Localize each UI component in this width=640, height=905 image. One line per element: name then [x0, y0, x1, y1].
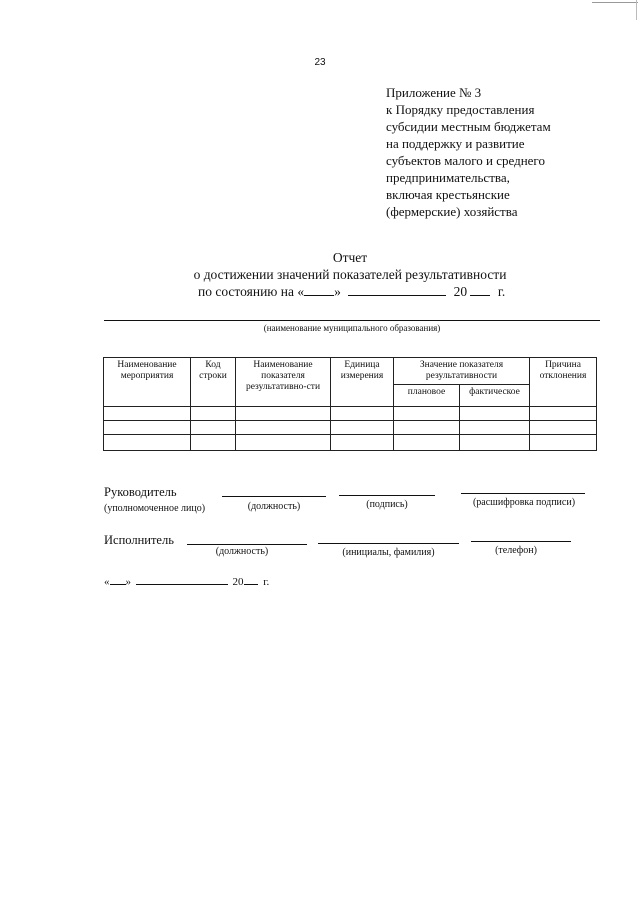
scan-edge-mark — [636, 0, 637, 20]
appendix-line: Приложение № 3 — [386, 85, 482, 100]
report-subtitle: о достижении значений показателей результативности — [193, 267, 507, 282]
table-row — [104, 421, 597, 435]
table-cell[interactable] — [394, 421, 460, 435]
executor-label: Исполнитель — [104, 533, 174, 547]
appendix-line: к Порядку предоставления — [386, 102, 535, 117]
header-row-code: Код строки — [191, 358, 236, 407]
executor-phone-line[interactable] — [471, 541, 571, 542]
date-close: » — [125, 576, 131, 588]
date-line — [104, 575, 269, 588]
phone-caption: (телефон) — [495, 545, 537, 556]
head-decoding-line[interactable] — [461, 493, 585, 494]
header-actual: фактическое — [460, 385, 530, 407]
header-unit: Единица измерения — [331, 358, 394, 407]
state-year-blank — [470, 283, 490, 296]
table-cell[interactable] — [460, 407, 530, 421]
state-day-blank — [304, 283, 334, 296]
header-planned: плановое — [394, 385, 460, 407]
header-deviation-reason: Причина отклонения — [530, 358, 597, 407]
position-caption: (должность) — [247, 501, 301, 512]
state-prefix: по состоянию на « — [198, 284, 305, 299]
table-cell[interactable] — [236, 421, 331, 435]
date-year-blank[interactable] — [244, 575, 258, 585]
appendix-line: предпринимательства, — [386, 170, 510, 185]
state-year-suffix: г. — [497, 284, 506, 299]
executor-initials-line[interactable] — [318, 543, 459, 544]
decoding-caption: (расшифровка подписи) — [472, 497, 576, 508]
table-cell[interactable] — [394, 407, 460, 421]
municipality-line — [104, 320, 600, 321]
head-label: Руководитель — [104, 485, 177, 499]
header-event-name: Наименование мероприятия — [104, 358, 191, 407]
table-cell[interactable] — [104, 435, 191, 451]
head-signature-line[interactable] — [339, 495, 435, 496]
table-cell[interactable] — [236, 435, 331, 451]
date-year: 20 — [232, 576, 244, 588]
date-suffix: г. — [263, 576, 270, 588]
table-cell[interactable] — [530, 435, 597, 451]
state-quote-close: » — [334, 284, 341, 299]
municipality-caption: (наименование муниципального образования) — [263, 323, 441, 333]
appendix-block — [386, 84, 616, 220]
table-cell[interactable] — [331, 407, 394, 421]
table-cell[interactable] — [331, 435, 394, 451]
appendix-line: включая крестьянские — [386, 187, 510, 202]
table-cell[interactable] — [236, 407, 331, 421]
initials-caption: (инициалы, фамилия) — [342, 547, 435, 558]
table-cell[interactable] — [191, 407, 236, 421]
date-month-blank[interactable] — [136, 575, 228, 585]
table-cell[interactable] — [530, 421, 597, 435]
table-cell[interactable] — [191, 421, 236, 435]
report-state-line — [198, 283, 505, 300]
header-indicator-value: Значение показателя результативности — [394, 358, 530, 385]
table-cell[interactable] — [530, 407, 597, 421]
table-cell[interactable] — [394, 435, 460, 451]
scan-edge-mark — [592, 2, 638, 3]
executor-position-caption: (должность) — [215, 546, 269, 557]
table-cell[interactable] — [191, 435, 236, 451]
signature-caption: (подпись) — [366, 499, 408, 510]
table-cell[interactable] — [104, 407, 191, 421]
executor-position-line[interactable] — [187, 544, 307, 545]
table-cell[interactable] — [460, 435, 530, 451]
date-day-blank[interactable] — [110, 575, 126, 585]
head-sub-caption: (уполномоченное лицо) — [104, 503, 206, 514]
appendix-line: (фермерские) хозяйства — [386, 204, 518, 219]
indicators-table — [103, 357, 597, 451]
state-year: 20 — [453, 284, 468, 299]
table-row — [104, 407, 597, 421]
table-cell[interactable] — [460, 421, 530, 435]
table-row — [104, 435, 597, 451]
appendix-line: на поддержку и развитие — [386, 136, 525, 151]
table-cell[interactable] — [104, 421, 191, 435]
date-open: « — [104, 576, 110, 588]
state-month-blank — [348, 283, 446, 296]
report-title: Отчет — [332, 250, 368, 265]
appendix-line: субсидии местным бюджетам — [386, 119, 551, 134]
appendix-line: субъектов малого и среднего — [386, 153, 545, 168]
table-cell[interactable] — [331, 421, 394, 435]
page-number: 23 — [314, 57, 326, 68]
head-position-line[interactable] — [222, 496, 326, 497]
header-indicator-name: Наименование показателя результативно-сти — [236, 358, 331, 407]
